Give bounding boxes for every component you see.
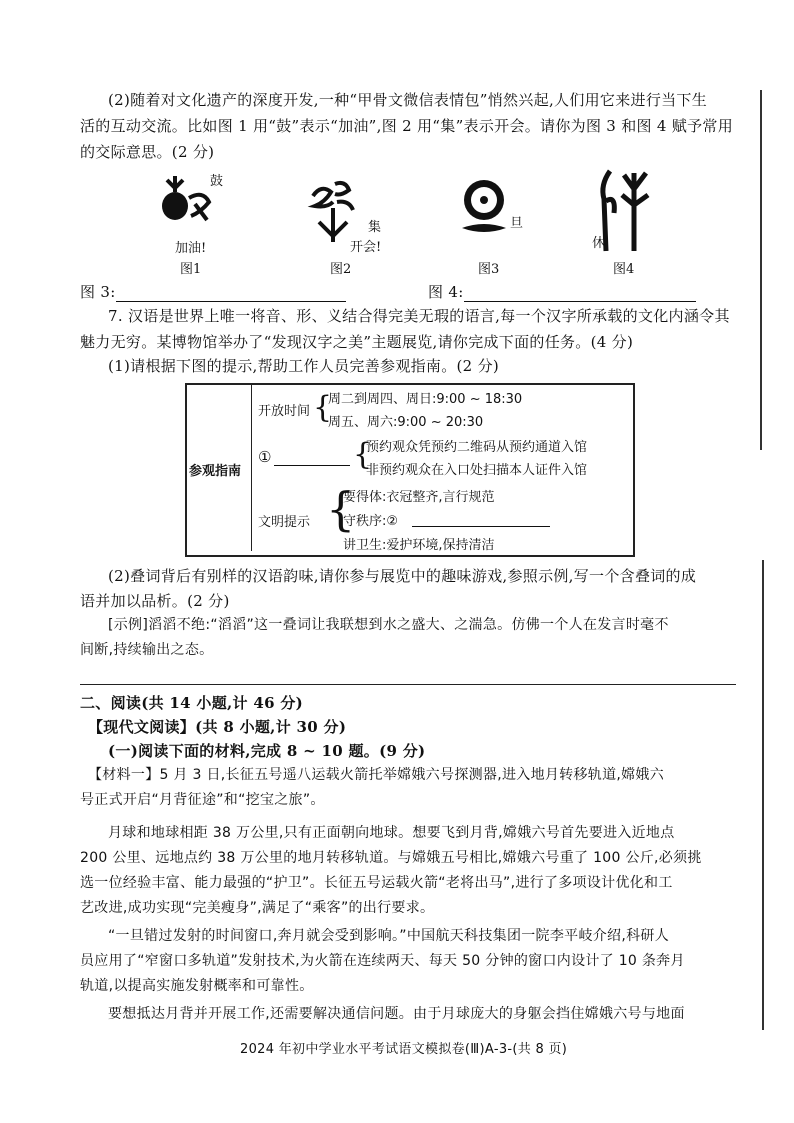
q7-2-line1: (2)叠词背后有别样的汉语韵味,请你参与展览中的趣味游戏,参照示例,写一个含叠词的成 — [108, 567, 697, 585]
fig2-label: 图2 — [330, 262, 352, 277]
fig1-text: 加油! — [175, 241, 207, 256]
q7-line2: 魅力无穷。某博物馆举办了“发现汉字之美”主题展览,请你完成下面的任务。(4 分) — [80, 333, 634, 351]
material1-p2-line4: 艺改进,成功实现“完美瘦身”,满足了“乘客”的出行要求。 — [80, 900, 435, 916]
material1-p2-line1: 月球和地球相距 38 万公里,只有正面朝向地球。想要飞到月背,嫦娥六号首先要进入近地点 — [108, 825, 675, 841]
guide-civil-3: 讲卫生:爱护环境,保持清洁 — [343, 538, 495, 553]
q6-2-line3: 的交际意思。(2 分) — [80, 143, 215, 161]
material1-line1: 【材料一】5 月 3 日,长征五号遥八运载火箭托举嫦娥六号探测器,进入地月转移轨道,嫦娥六 — [88, 767, 665, 783]
material1-p3-line2: 员应用了“窄窗口多轨道”发射技术,为火箭在连续两天、每天 50 分钟的窗口内设计了 10 条奔月 — [80, 953, 685, 969]
oracle-dawn-icon — [456, 176, 512, 238]
material1-p3-line3: 轨道,以提高实施发射概率和可靠性。 — [80, 978, 314, 994]
fig3-answer-label: 图 3: — [80, 282, 346, 302]
q7-2-answer-line[interactable] — [80, 684, 736, 685]
guide-title: 参观指南 — [189, 464, 242, 479]
guide-entry-2: 非预约观众在入口处扫描本人证件入馆 — [366, 463, 588, 478]
q7-2-line2: 语并加以品析。(2 分) — [80, 592, 230, 610]
fig3-answer-blank[interactable] — [116, 287, 346, 302]
guide-civil-1: 要得体:衣冠整齐,言行规范 — [343, 490, 495, 505]
q6-2-line1: (2)随着对文化遗产的深度开发,一种“甲骨文微信表情包”悄然兴起,人们用它来进行当下生 — [108, 91, 708, 109]
guide-divider — [251, 385, 252, 551]
page-footer: 2024 年初中学业水平考试语文模拟卷(Ⅲ)A-3-(共 8 页) — [240, 1042, 568, 1057]
q7-line1: 7. 汉语是世界上唯一将音、形、义结合得完美无瑕的语言,每一个汉字所承载的文化内涵令其 — [108, 307, 730, 325]
reading-modern-title: 【现代文阅读】(共 8 小题,计 30 分) — [88, 718, 347, 736]
material1-p2-line3: 选一位经验丰富、能力最强的“护卫”。长征五号运载火箭“老将出马”,进行了多项设计优化和工 — [80, 875, 673, 891]
fig2-char: 集 — [368, 220, 382, 235]
material1-p2-line2: 200 公里、远地点约 38 万公里的地月转移轨道。与嫦娥五号相比,嫦娥六号重了 100 公斤,必须挑 — [80, 850, 702, 866]
guide-civil-2: 守秩序:② — [343, 514, 399, 529]
fig4-answer-blank[interactable] — [464, 287, 696, 302]
brace-civil: { — [326, 482, 356, 536]
fig3-label: 图3 — [478, 262, 500, 277]
margin-line-bottom — [762, 560, 764, 1030]
guide-open-time: 开放时间 — [258, 404, 311, 419]
brace-entry: { — [353, 437, 373, 472]
brace-open-time: { — [313, 390, 333, 425]
q7-2-example-1: [示例]滔滔不绝:“滔滔”这一叠词让我联想到水之盛大、之湍急。仿佛一个人在发言时毫不 — [108, 617, 669, 633]
oracle-drum-icon — [155, 168, 215, 233]
fig4-answer-label: 图 4: — [428, 282, 696, 302]
fig1-char: 鼓 — [210, 174, 224, 189]
fig4-char: 休 — [592, 236, 606, 251]
fig1-label: 图1 — [180, 262, 202, 277]
reading-section-title: 二、阅读(共 14 小题,计 46 分) — [80, 694, 304, 712]
guide-blank2-line[interactable] — [412, 512, 550, 527]
guide-civil: 文明提示 — [258, 515, 311, 530]
fig2-text: 开会! — [350, 240, 382, 255]
material1-p4-line1: 要想抵达月背并开展工作,还需要解决通信问题。由于月球庞大的身躯会挡住嫦娥六号与地面 — [108, 1006, 685, 1022]
guide-blank1-marker: ① — [258, 448, 272, 466]
reading-part1-title: (一)阅读下面的材料,完成 8 ~ 10 题。(9 分) — [108, 742, 426, 760]
q7-2-example-2: 间断,持续输出之态。 — [80, 642, 214, 658]
fig4-label: 图4 — [613, 262, 635, 277]
material1-line2: 号正式开启“月背征途”和“挖宝之旅”。 — [80, 792, 325, 808]
guide-entry-1: 预约观众凭预约二维码从预约通道入馆 — [366, 440, 588, 455]
q7-sub1: (1)请根据下图的提示,帮助工作人员完善参观指南。(2 分) — [108, 357, 500, 375]
guide-time-1: 周二到周四、周日:9:00 ~ 18:30 — [328, 392, 523, 407]
margin-line-top — [760, 90, 762, 450]
fig3-char: 旦 — [510, 216, 524, 231]
guide-blank1-line[interactable] — [274, 451, 350, 466]
guide-time-2: 周五、周六:9:00 ~ 20:30 — [328, 415, 484, 430]
q6-2-line2: 活的互动交流。比如图 1 用“鼓”表示“加油”,图 2 用“集”表示开会。请你为图 3 和图 4 赋予常用 — [80, 117, 734, 135]
material1-p3-line1: “一旦错过发射的时间窗口,奔月就会受到影响。”中国航天科技集团一院李平岐介绍,科研人 — [108, 928, 670, 944]
